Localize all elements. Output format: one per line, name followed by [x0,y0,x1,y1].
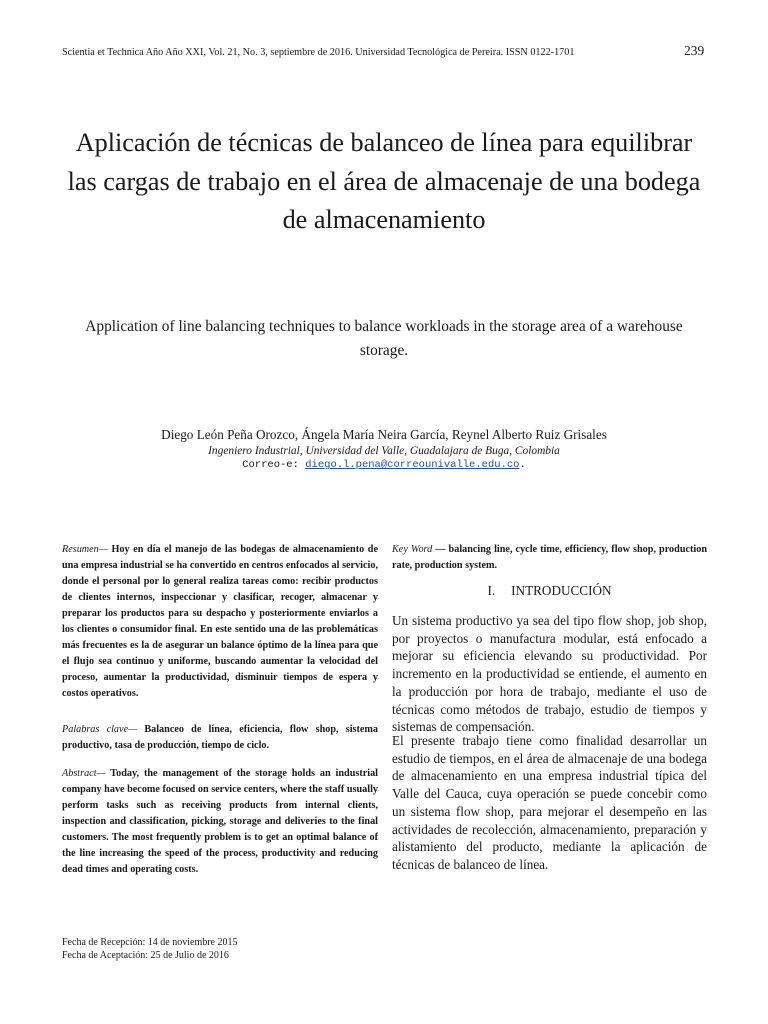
keywords-block [392,542,707,574]
email-line [60,459,708,471]
palabras-clave-text: Balanceo de línea, eficiencia, flow shop, sistema productivo, tasa de producción, tiempo de ciclo. [62,724,379,752]
body-paragraph-1: Un sistema productivo ya sea del tipo flow shop, job shop, por proyectos o manufactura modular, está enfocado a mejorar su eficiencia elevando su productividad. Por incremento en la productividad se entiende, el aumento en la producción por hora de trabajo, mediante el uso de técnicas como métodos de trabajo, estudio de tiempos y sistemas de compensación. [392,613,707,735]
running-header: Scientia et Technica Año Año XXI, Vol. 21, No. 3, septiembre de 2016. Universidad Tecnológica de Pereira. ISSN 0122-1701 [62,47,575,58]
section-heading [392,583,707,599]
affiliation: Ingeniero Industrial, Universidad del Valle, Guadalajara de Buga, Colombia [208,445,560,457]
body-paragraph-2: El presente trabajo tiene como finalidad desarrollar un estudio de tiempos, en el área de almacenaje de una bodega de almacenamiento en una empresa industrial típica del Valle del Cauca, cuya operación se puede concebir como un sistema flow shop, para mejorar el desempeño en las actividades de recolección, almacenamiento, preparación y alistamiento del producto, mediante la aplicación de técnicas de balanceo de línea. [392,733,707,872]
received-date: Fecha de Recepción: 14 de noviembre 2015 [62,937,238,948]
accepted-date: Fecha de Aceptación: 25 de Julio de 2016 [62,950,229,961]
section-number: I. [487,583,496,598]
resumen-label: Resumen— [62,544,108,555]
keywords-text: — balancing line, cycle time, efficiency, flow shop, production rate, production system. [392,544,707,572]
email-trailing: . [519,459,526,471]
email-label: Correo-e: [242,459,299,471]
palabras-clave-label: Palabras clave— [62,724,138,735]
page-number: 239 [684,43,705,58]
abstract-text: Today, the management of the storage holds an industrial company have become focused on service centers, where the staff usually perform tasks such as receiving products from internal clients, inspection and classification, picking, storage and deliveries to the final customers. The most frequently problem is to get an optimal balance of the line increasing the speed of the process, productivity and reducing dead times and operating costs. [62,768,378,876]
palabras-clave-block [62,722,378,754]
abstract-block [62,766,378,878]
abstract-label: Abstract— [62,768,106,779]
english-title: Application of line balancing techniques to balance workloads in the storage area of a warehouse storage. [85,318,683,359]
resumen-block [62,542,378,702]
resumen-text: Hoy en día el manejo de las bodegas de almacenamiento de una empresa industrial se ha convertido en centros enfocados al servicio, donde el personal por lo general realiza tareas como: recibir productos de clientes internos, inspeccionar y clasificar, recoger, almacenar y preparar los productos para su despacho y posteriormente enviarlos a los clientes o consumidor final. En este sentido una de las problemáticas más frecuentes es la de asegurar un balance óptimo de la línea para que el flujo sea continuo y uniforme, buscando aumentar la velocidad del proceso, aumentar la productividad, disminuir tiempos de espera y costos operativos. [62,544,378,700]
keywords-label: Key Word [392,544,433,555]
footnote [62,936,362,962]
paper-title: Aplicación de técnicas de balanceo de línea para equilibrar las cargas de trabajo en el área de almacenaje de una bodega de almacenamiento [67,128,701,234]
authors: Diego León Peña Orozco, Ángela María Neira García, Reynel Alberto Ruiz Grisales [161,427,607,442]
email-link[interactable]: diego.l.pena@correounivalle.edu.co [305,459,520,471]
section-title: INTRODUCCIÓN [511,583,612,598]
